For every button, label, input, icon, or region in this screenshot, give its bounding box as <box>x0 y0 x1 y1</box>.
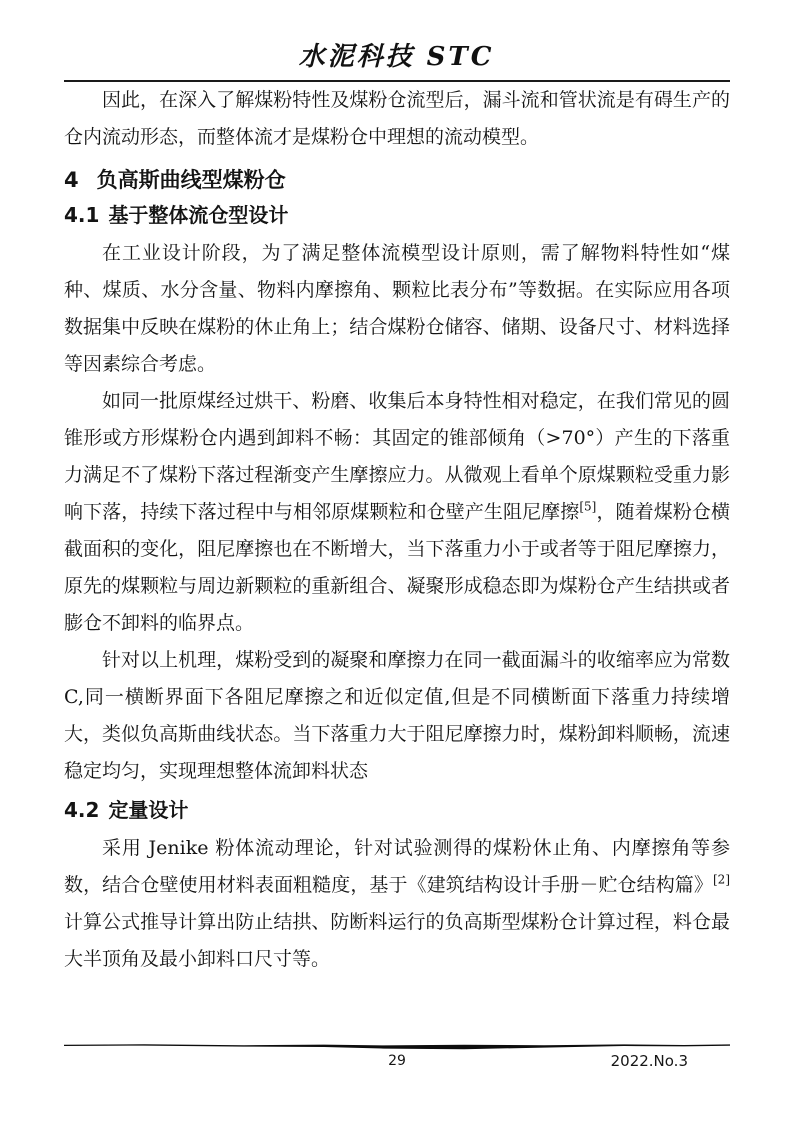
section-4-heading <box>64 166 730 195</box>
section-4-2-title: 定量设计 <box>108 798 189 822</box>
page-header <box>0 0 793 74</box>
citation-ref-5: [5] <box>579 499 597 514</box>
page-footer <box>64 1042 730 1070</box>
section-4-2-heading <box>64 796 730 825</box>
section-4-title: 负高斯曲线型煤粉仓 <box>96 168 286 192</box>
footer-row <box>64 1052 730 1070</box>
paragraph-text: 如同一批原煤经过烘干、粉磨、收集后本身特性相对稳定，在我们常见的圆锥形或方形煤粉仓内遇到卸料不畅：其固定的锥部倾角（>70°）产生的下落重力满足不了煤粉下落过程渐变产生摩擦应力。从微观上看单个原煤颗粒受重力影响下落，持续下落过程中与相邻原煤颗粒和仓壁产生阻尼摩擦 <box>64 390 730 523</box>
section-4-1-heading <box>64 201 730 230</box>
section-4-1-title: 基于整体流仓型设计 <box>108 203 289 227</box>
paragraph-text: 计算公式推导计算出防止结拱、防断料运行的负高斯型煤粉仓计算过程，料仓最大半顶角及最小卸料口尺寸等。 <box>64 911 730 970</box>
paragraph-text: 采用 Jenike 粉体流动理论，针对试验测得的煤粉休止角、内摩擦角等参数，结合仓壁使用材料表面粗糙度，基于《建筑结构设计手册－贮仓结构篇》 <box>64 837 730 896</box>
issue-label: 2022.No.3 <box>610 1052 688 1070</box>
intro-paragraph: 因此，在深入了解煤粉特性及煤粉仓流型后，漏斗流和管状流是有碍生产的仓内流动形态，而整体流才是煤粉仓中理想的流动模型。 <box>64 89 730 148</box>
section-4-2-paragraph-1 <box>64 830 730 978</box>
journal-title: 水泥科技 STC <box>298 42 495 72</box>
paragraph-text: ，随着煤粉仓横截面积的变化，阻尼摩擦也在不断增大，当下落重力小于或者等于阻尼摩擦力，原先的煤颗粒与周边新颗粒的重新组合、凝聚形成稳态即为煤粉仓产生结拱或者膨仓不卸料的临界点。 <box>64 501 730 634</box>
section-4-1-number: 4.1 <box>64 203 100 227</box>
section-4-1-paragraph-3: 针对以上机理，煤粉受到的凝聚和摩擦力在同一截面漏斗的收缩率应为常数C,同一横断界面下各阻尼摩擦之和近似定值,但是不同横断面下落重力持续增大，类似负高斯曲线状态。当下落重力大于阻尼摩擦力时，煤粉卸料顺畅，流速稳定均匀，实现理想整体流卸料状态 <box>64 649 730 782</box>
section-4-2-number: 4.2 <box>64 798 100 822</box>
page-number: 29 <box>388 1053 406 1069</box>
section-4-number: 4 <box>64 168 79 192</box>
citation-ref-2: [2] <box>713 872 730 887</box>
section-4-1-paragraph-1: 在工业设计阶段，为了满足整体流模型设计原则，需了解物料特性如“煤种、煤质、水分含量、物料内摩擦角、颗粒比表分布”等数据。在实际应用各项数据集中反映在煤粉的休止角上；结合煤粉仓储容、储期、设备尺寸、材料选择等因素综合考虑。 <box>64 242 730 375</box>
footer-rule <box>64 1042 730 1051</box>
section-4-1-paragraph-2 <box>64 383 730 642</box>
page-body <box>64 82 730 978</box>
